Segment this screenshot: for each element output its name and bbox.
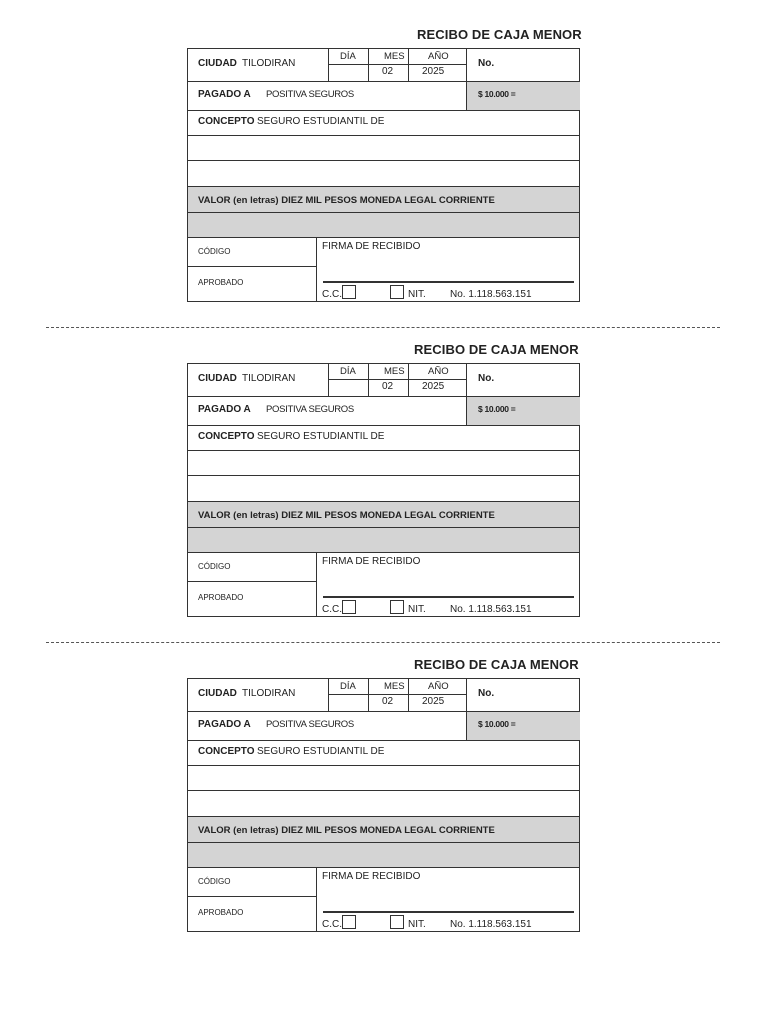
row-concepto bbox=[188, 111, 579, 136]
divider bbox=[316, 553, 317, 616]
amount-value[interactable]: $ 10.000 = bbox=[478, 404, 516, 414]
receipt-form bbox=[187, 48, 580, 302]
ciudad-label: CIUDAD bbox=[198, 373, 237, 384]
valor-letras-line-2[interactable] bbox=[188, 843, 579, 868]
id-number[interactable]: No. 1.118.563.151 bbox=[450, 289, 532, 300]
mes-value[interactable]: 02 bbox=[382, 696, 394, 707]
receipt-number-label: No. bbox=[478, 58, 495, 69]
receipt-title: RECIBO DE CAJA MENOR bbox=[414, 657, 579, 672]
aprobado-label: APROBADO bbox=[198, 593, 244, 602]
mes-value[interactable]: 02 bbox=[382, 66, 394, 77]
id-number[interactable]: No. 1.118.563.151 bbox=[450, 604, 532, 615]
dia-label: DÍA bbox=[340, 366, 356, 377]
concepto-value[interactable]: SEGURO ESTUDIANTIL DE bbox=[257, 116, 385, 127]
nit-checkbox[interactable] bbox=[390, 600, 404, 614]
receipt-number-label: No. bbox=[478, 373, 495, 384]
ciudad-value[interactable]: TILODIRAN bbox=[242, 58, 296, 69]
receipt-title: RECIBO DE CAJA MENOR bbox=[414, 342, 579, 357]
pagado-label: PAGADO A bbox=[198, 404, 251, 415]
concepto-line-2[interactable] bbox=[188, 136, 579, 161]
concepto-line-3[interactable] bbox=[188, 161, 579, 187]
nit-label: NIT. bbox=[408, 919, 426, 930]
divider bbox=[328, 49, 329, 82]
divider bbox=[188, 896, 316, 897]
aprobado-label: APROBADO bbox=[198, 908, 244, 917]
ano-value[interactable]: 2025 bbox=[422, 696, 445, 707]
cc-label: C.C. bbox=[322, 919, 342, 930]
divider bbox=[466, 712, 467, 741]
amount-value[interactable]: $ 10.000 = bbox=[478, 89, 516, 99]
ano-label: AÑO bbox=[428, 366, 449, 377]
amount-value[interactable]: $ 10.000 = bbox=[478, 719, 516, 729]
concepto-line-3[interactable] bbox=[188, 791, 579, 817]
mes-label: MES bbox=[384, 681, 405, 692]
firma-label: FIRMA DE RECIBIDO bbox=[322, 241, 421, 252]
ciudad-value[interactable]: TILODIRAN bbox=[242, 373, 296, 384]
codigo-label: CÓDIGO bbox=[198, 247, 231, 256]
nit-checkbox[interactable] bbox=[390, 915, 404, 929]
cut-line-separator bbox=[46, 327, 720, 328]
divider bbox=[188, 266, 316, 267]
cut-line-separator bbox=[46, 642, 720, 643]
divider bbox=[408, 364, 409, 397]
firma-label: FIRMA DE RECIBIDO bbox=[322, 871, 421, 882]
receipt-form bbox=[187, 678, 580, 932]
divider bbox=[328, 364, 329, 397]
divider bbox=[408, 679, 409, 712]
valor-letras-text[interactable]: VALOR (en letras) DIEZ MIL PESOS MONEDA LEGAL CORRIENTE bbox=[198, 195, 495, 206]
row-concepto bbox=[188, 426, 579, 451]
cc-checkbox[interactable] bbox=[342, 915, 356, 929]
ciudad-label: CIUDAD bbox=[198, 688, 237, 699]
concepto-value[interactable]: SEGURO ESTUDIANTIL DE bbox=[257, 746, 385, 757]
receipt-form bbox=[187, 363, 580, 617]
mes-value[interactable]: 02 bbox=[382, 381, 394, 392]
divider bbox=[328, 379, 466, 380]
concepto-line-2[interactable] bbox=[188, 766, 579, 791]
divider bbox=[368, 364, 369, 397]
row-ciudad bbox=[188, 49, 579, 82]
nit-checkbox[interactable] bbox=[390, 285, 404, 299]
signature-line[interactable] bbox=[323, 596, 574, 598]
concepto-value[interactable]: SEGURO ESTUDIANTIL DE bbox=[257, 431, 385, 442]
cc-label: C.C. bbox=[322, 604, 342, 615]
signature-line[interactable] bbox=[323, 281, 574, 283]
pagado-value[interactable]: POSITIVA SEGUROS bbox=[266, 404, 354, 415]
divider bbox=[368, 679, 369, 712]
dia-label: DÍA bbox=[340, 681, 356, 692]
concepto-label: CONCEPTO bbox=[198, 116, 255, 127]
valor-letras-text[interactable]: VALOR (en letras) DIEZ MIL PESOS MONEDA LEGAL CORRIENTE bbox=[198, 510, 495, 521]
divider bbox=[328, 694, 466, 695]
signature-line[interactable] bbox=[323, 911, 574, 913]
divider bbox=[466, 49, 467, 82]
mes-label: MES bbox=[384, 366, 405, 377]
ciudad-label: CIUDAD bbox=[198, 58, 237, 69]
divider bbox=[316, 238, 317, 301]
divider bbox=[328, 64, 466, 65]
cc-checkbox[interactable] bbox=[342, 600, 356, 614]
cc-label: C.C. bbox=[322, 289, 342, 300]
row-pagado bbox=[188, 82, 579, 111]
pagado-value[interactable]: POSITIVA SEGUROS bbox=[266, 719, 354, 730]
codigo-label: CÓDIGO bbox=[198, 562, 231, 571]
receipt bbox=[0, 342, 768, 642]
row-valor-letras bbox=[188, 817, 579, 843]
divider bbox=[466, 82, 467, 111]
ano-label: AÑO bbox=[428, 681, 449, 692]
divider bbox=[466, 397, 467, 426]
valor-letras-line-2[interactable] bbox=[188, 528, 579, 553]
row-valor-letras bbox=[188, 502, 579, 528]
pagado-label: PAGADO A bbox=[198, 719, 251, 730]
mes-label: MES bbox=[384, 51, 405, 62]
firma-label: FIRMA DE RECIBIDO bbox=[322, 556, 421, 567]
divider bbox=[316, 868, 317, 931]
concepto-line-3[interactable] bbox=[188, 476, 579, 502]
pagado-value[interactable]: POSITIVA SEGUROS bbox=[266, 89, 354, 100]
id-number[interactable]: No. 1.118.563.151 bbox=[450, 919, 532, 930]
divider bbox=[328, 679, 329, 712]
ciudad-value[interactable]: TILODIRAN bbox=[242, 688, 296, 699]
ano-label: AÑO bbox=[428, 51, 449, 62]
valor-letras-text[interactable]: VALOR (en letras) DIEZ MIL PESOS MONEDA LEGAL CORRIENTE bbox=[198, 825, 495, 836]
concepto-label: CONCEPTO bbox=[198, 746, 255, 757]
concepto-label: CONCEPTO bbox=[198, 431, 255, 442]
receipt-title: RECIBO DE CAJA MENOR bbox=[417, 27, 582, 42]
receipt bbox=[0, 657, 768, 957]
divider bbox=[466, 364, 467, 397]
ano-value[interactable]: 2025 bbox=[422, 66, 445, 77]
dia-label: DÍA bbox=[340, 51, 356, 62]
receipt bbox=[0, 27, 768, 327]
row-ciudad bbox=[188, 679, 579, 712]
row-pagado bbox=[188, 397, 579, 426]
row-ciudad bbox=[188, 364, 579, 397]
codigo-label: CÓDIGO bbox=[198, 877, 231, 886]
divider bbox=[188, 581, 316, 582]
divider bbox=[466, 679, 467, 712]
aprobado-label: APROBADO bbox=[198, 278, 244, 287]
ano-value[interactable]: 2025 bbox=[422, 381, 445, 392]
divider bbox=[368, 49, 369, 82]
cc-checkbox[interactable] bbox=[342, 285, 356, 299]
divider bbox=[408, 49, 409, 82]
row-valor-letras bbox=[188, 187, 579, 213]
valor-letras-line-2[interactable] bbox=[188, 213, 579, 238]
nit-label: NIT. bbox=[408, 604, 426, 615]
row-concepto bbox=[188, 741, 579, 766]
nit-label: NIT. bbox=[408, 289, 426, 300]
receipt-number-label: No. bbox=[478, 688, 495, 699]
concepto-line-2[interactable] bbox=[188, 451, 579, 476]
pagado-label: PAGADO A bbox=[198, 89, 251, 100]
row-pagado bbox=[188, 712, 579, 741]
